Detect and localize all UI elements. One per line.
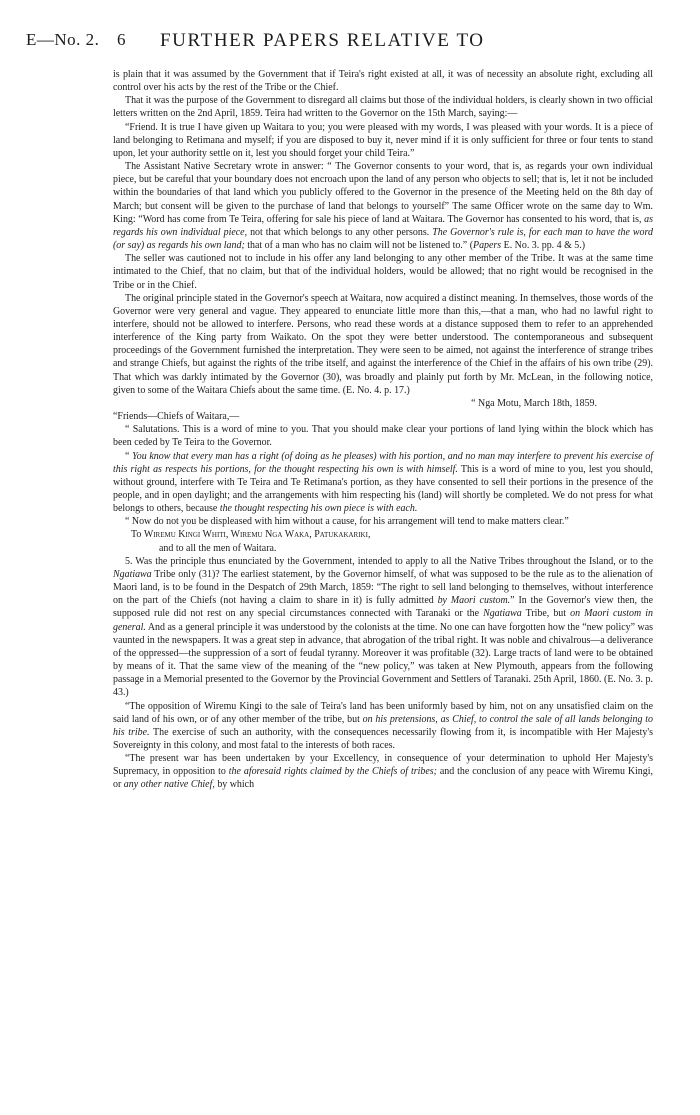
- text-run: E. No. 3. pp. 4 & 5.): [501, 240, 586, 252]
- text-run: “: [125, 450, 133, 462]
- italic-text: Ngatiawa: [113, 568, 152, 580]
- italic-text: the aforesaid rights claimed by the Chiefs of tribes;: [228, 766, 437, 778]
- running-title: FURTHER PAPERS RELATIVE TO: [160, 30, 485, 51]
- paragraph: [113, 68, 653, 94]
- text-run: is plain that it was assumed by the Government that if Teira's right existed at all, it was of necessity an absolute right, excluding all control over his acts by the rest of the Tribe or the Chief.: [113, 69, 653, 94]
- paragraph: [113, 397, 653, 410]
- paragraph: [113, 410, 653, 423]
- text-run: “The opposition of Wiremu Kingi to the sale of Teira's land has been uniformly based by him, not on any unsatisfied claim on the said land of his own, or of any other member of the tribe, but: [113, 700, 653, 725]
- text-run: “The present war has been undertaken by your Excellency, in consequence of your determination to uphold Her Majesty's Supremacy, in opposition to: [113, 753, 653, 778]
- text-run: “Friend. It is true I have given up Waitara to you; you were pleased with my words, I was pleased with your words. It is a piece of land belonging to Retimana and myself; if you are disposed to buy it, never mind if it is only sufficient for three or four tents to stand upon, let your authority settle on it, lest you should forget your child Teira.”: [113, 121, 653, 159]
- text-run: and to all the men of Waitara.: [159, 542, 277, 554]
- paragraph: [113, 555, 653, 700]
- text-run: and the conclusion of any peace with Wiremu Kingi, or: [113, 766, 653, 791]
- paragraph: [113, 94, 653, 120]
- text-run: “ Salutations. This is a word of mine to you. That you should make clear your portions of land lying within the block which has been ceded by Te Teira to the Governor.: [113, 424, 653, 449]
- paragraph: [113, 121, 653, 160]
- italic-text: the thought respecting his own piece is with each.: [219, 503, 418, 515]
- paragraph: [113, 450, 653, 516]
- italic-text: You know that every man has a right (of doing as he pleases) with his portion, and no man may interfere to prevent his exercise of this right as respects his portions, for the thought respecting his own is with himself.: [113, 450, 653, 475]
- page-number: 6: [117, 30, 126, 49]
- text-run: The Assistant Native Secretary wrote in answer: “ The Governor consents to your word, that is, as regards your own individual piece, but be careful that your boundary does not encroach upon the land of any person who objects to sell; that is, let it not be included within the boundaries of that land which you publicly offered to the Governor in the presence of the Meeting held on the 8th day of March; but consent will be given to the purchase of land that belongs to yourself” The same Officer wrote on the same day to Wm. King: “Word has come from Te Teira, offering for sale his piece of land at Waitara. The Governor has consented to his word, that is,: [113, 161, 653, 225]
- text-run: Tribe only (31)? The earliest statement, by the Governor himself, of what was supposed to be the rule as to the alienation of Maori land, is to be found in the Despatch of 29th March, 1859: “The right to sell land belonging to themselves, without interference on the part of the Chiefs (not having a claim to share in it) is fully admitted: [113, 568, 653, 607]
- italic-text: as regards his own individual piece,: [113, 213, 653, 238]
- text-run: that of a man who has no claim will not be listened to.” (: [244, 240, 473, 252]
- text-run: This is a word of mine to you, lest you should, without ground, interfere with Te Teira and Te Retimana's portion, as they have consented to sell their portions in the presence of the people, and in open daylight; and the arrangements with him respecting his (land) will shortly be completed. We do not press for what belongs to others, because: [113, 463, 653, 515]
- text-run: To: [131, 529, 144, 541]
- text-run: “Friends—Chiefs of Waitara,—: [113, 411, 240, 423]
- paragraph: [113, 160, 653, 252]
- page-header: [0, 30, 700, 58]
- italic-text: by Maori custom.: [437, 595, 511, 607]
- document-code: E—No. 2.: [26, 30, 100, 49]
- paragraph: [113, 292, 653, 397]
- text-run: Tribe, but: [521, 608, 571, 620]
- text-run: by which: [214, 779, 255, 791]
- paragraph: [113, 515, 653, 528]
- italic-text: on his pretensions, as Chief, to control the sale of all lands belonging to his tribe.: [113, 713, 653, 738]
- text-run: That it was the purpose of the Government to disregard all claims but those of the individual holders, is clearly shown in two official letters written on the 2nd April, 1859. Teira had written to the Governor on the 15th March, saying:—: [113, 95, 653, 120]
- text-run: “ Now do not you be displeased with him without a cause, for his arrangement will tend to make matters clear.”: [125, 516, 569, 528]
- text-run: “ Nga Motu, March 18th, 1859.: [471, 397, 597, 409]
- italic-text: any other native Chief,: [123, 779, 215, 791]
- italic-text: on Maori custom in general.: [113, 608, 653, 633]
- paragraph: [113, 752, 653, 791]
- body-text: [113, 68, 653, 792]
- text-run: ” In the Governor's view then, the supposed rule did not rest on any special circumstances connected with Taranaki or the: [113, 595, 653, 620]
- text-run: 5. Was the principle thus enunciated by the Government, intended to apply to all the Native Tribes throughout the Island, or to the: [125, 555, 653, 567]
- italic-text: Papers: [473, 240, 502, 252]
- paragraph: [113, 700, 653, 753]
- text-run: not that which belongs to any other persons.: [247, 226, 433, 238]
- paragraph: [113, 528, 653, 541]
- small-caps-text: Wiremu Kingi Whiti, Wiremu Nga Waka, Patukakariki,: [143, 529, 371, 541]
- italic-text: The Governor's rule is, for each man to have the word (or say) as regards his own land;: [113, 226, 653, 252]
- paragraph: [113, 252, 653, 291]
- text-run: And as a general principle it was understood by the colonists at the time. No one can have forgotten how the “new policy” was vaunted in the newspapers. It was a great step in advance, that abrogation of the tribal right. It was noble and chivalrous—a deliverance of the oppressed—the suppression of a sort of feudal tyranny. Moreover it was profitable (32). Large tracts of land were to be obtained by means of it. That the same view of the meaning of the “new policy,” was taken at New Plymouth, appears from the following passage in a Memorial presented to the Governor by the Provincial Government and Settlers of Taranaki. 25th April, 1860. (E. No. 3. p. 43.): [113, 621, 653, 699]
- text-run: The seller was cautioned not to include in his offer any land belonging to any other member of the Tribe. It was at the same time intimated to the Chief, that no claim, but that of the individual holders, would be allowed; that no right would be recognised in the Tribe or in the Chief.: [113, 253, 653, 291]
- paragraph: [113, 542, 653, 555]
- text-run: The exercise of such an authority, with the consequences necessarily flowing from it, is incompatible with Her Majesty's Sovereignty in this colony, and most fatal to the interests of both races.: [113, 726, 653, 751]
- italic-text: Ngatiawa: [483, 608, 522, 620]
- paragraph: [113, 423, 653, 449]
- text-run: The original principle stated in the Governor's speech at Waitara, now acquired a distinct meaning. In themselves, those words of the Governor were very general and vague. They appeared to enunciate little more than this,—that a man, who had no lawful right to interfere, should not be allowed to interfere. Persons, who read these words at a distance supposed them to refer to an apprehended interference of the King party from Waikato. On the spot they were better understood. The contemporaneous and subsequent proceedings of the Government furnished the interpretation. They were seen to be aimed, not against the interference of strange tribes and strange Chiefs, but against the rights of the tribe itself, and against the interference of the Chief in the affairs of his own tribe (29). That which was darkly intimated by the Governor (30), was broadly and plainly put forth by Mr. McLean, in the following notice, given to some of the Waitara Chiefs about the same time. (E. No. 4. p. 17.): [113, 292, 653, 396]
